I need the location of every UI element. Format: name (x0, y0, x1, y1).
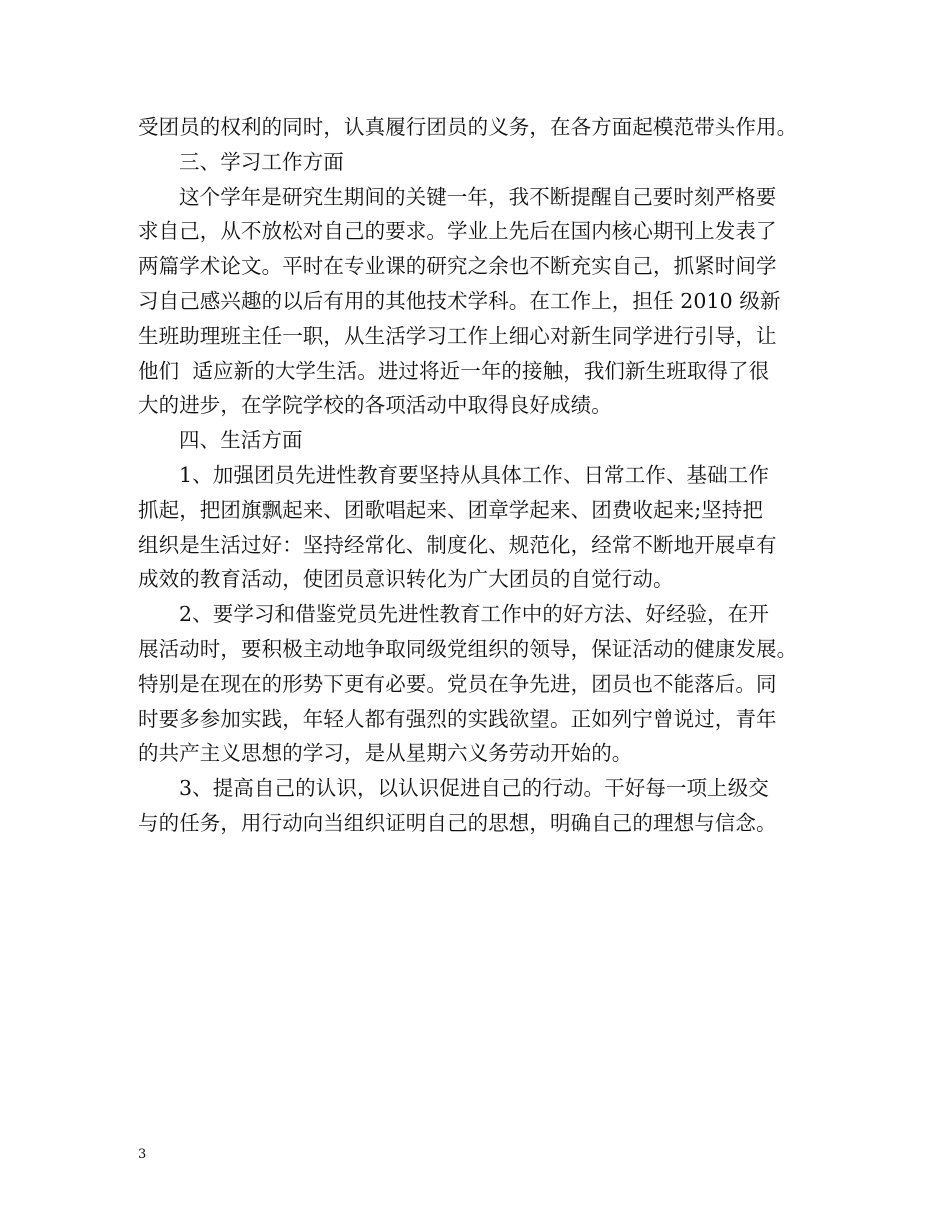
text-line: 受团员的权利的同时，认真履行团员的义务，在各方面起模范带头作用。 (138, 115, 798, 139)
text-line: 习自己感兴趣的以后有用的其他技术学科。在工作上，担任 2010 级新 (138, 288, 781, 313)
text-line: 组织是生活过好：坚持经常化、制度化、规范化，经常不断地开展卓有 (138, 532, 777, 557)
body-text (138, 110, 818, 841)
text-line: 求自己，从不放松对自己的要求。学业上先后在国内核心期刊上发表了 (138, 219, 777, 244)
text-line: 展活动时，要积极主动地争取同级党组织的领导，保证活动的健康发展。 (138, 636, 798, 661)
text-line: 与的任务，用行动向当组织证明自己的思想，明确自己的理想与信念。 (138, 810, 777, 835)
text-line: 成效的教育活动，使团员意识转化为广大团员的自觉行动。 (138, 567, 674, 592)
text-line: 他们 适应新的大学生活。进过将近一年的接触，我们新生班取得了很 (138, 358, 770, 383)
page-number: 3 (138, 1147, 147, 1162)
text-line: 大的进步，在学院学校的各项活动中取得良好成绩。 (138, 393, 612, 418)
text-line: 2、要学习和借鉴党员先进性教育工作中的好方法、好经验，在开 (179, 602, 769, 627)
text-line: 生班助理班主任一职，从生活学习工作上细心对新生同学进行引导，让 (138, 323, 777, 348)
text-line: 特别是在现在的形势下更有必要。党员在争先进，团员也不能落后。同 (138, 671, 777, 696)
section-heading-life: 四、生活方面 (179, 428, 303, 453)
text-line: 时要多参加实践，年轻人都有强烈的实践欲望。正如列宁曾说过，青年 (138, 706, 777, 731)
text-line: 的共产主义思想的学习，是从星期六义务劳动开始的。 (138, 741, 633, 766)
section-heading-study-work: 三、学习工作方面 (179, 149, 344, 174)
text-line: 3、提高自己的认识，以认识促进自己的行动。干好每一项上级交 (179, 776, 769, 801)
text-line: 抓起，把团旗飘起来、团歌唱起来、团章学起来、团费收起来;坚持把 (138, 497, 764, 522)
text-line: 两篇学术论文。平时在专业课的研究之余也不断充实自己，抓紧时间学 (138, 254, 777, 279)
text-line: 这个学年是研究生期间的关键一年，我不断提醒自己要时刻严格要 (179, 184, 777, 209)
text-line: 1、加强团员先进性教育要坚持从具体工作、日常工作、基础工作 (179, 462, 769, 487)
